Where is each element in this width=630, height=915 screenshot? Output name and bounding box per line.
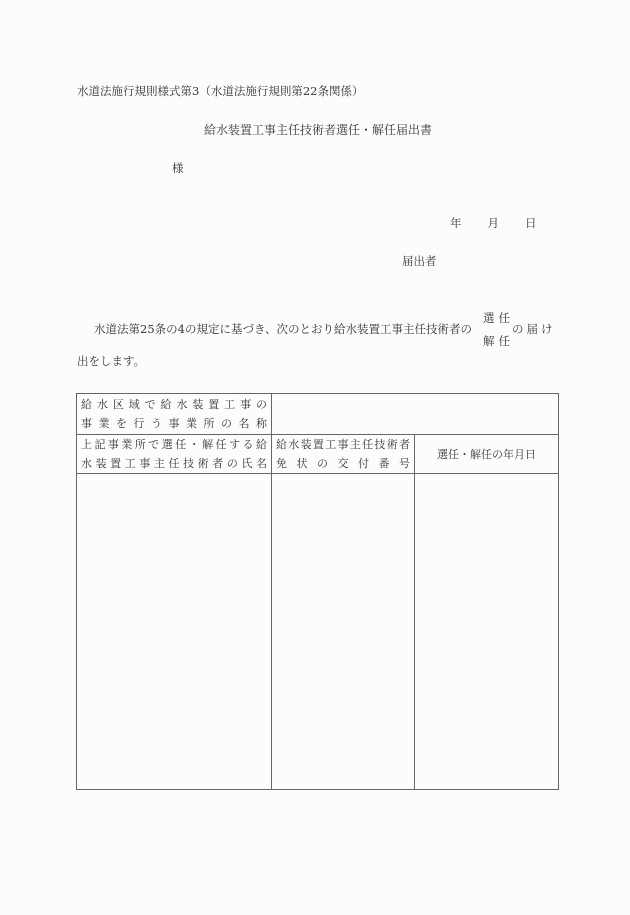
appoint-dismiss-date-header: 選任・解任の年月日: [415, 435, 559, 474]
technician-name-header-line2: 水装置工事主任技術者の氏名: [81, 457, 267, 470]
document-title: 給水装置工事主任技術者選任・解任届出書: [204, 123, 433, 137]
appoint-dismiss-choice: [483, 313, 514, 358]
table-row: [77, 474, 559, 790]
choice-dismiss: 解任: [483, 333, 514, 348]
office-name-label-line1: 給水区域で給水装置工事の: [81, 398, 267, 411]
license-number-header: [272, 435, 415, 474]
header-row: [77, 435, 559, 474]
office-name-label-line2: 事業を行う事業所の名称: [81, 417, 267, 430]
license-number-header-line2: 免状の交付番号: [276, 457, 410, 470]
choice-appoint: 選任: [483, 311, 514, 325]
date-day: 日: [525, 216, 537, 230]
date-year: 年: [450, 216, 462, 230]
technician-name-header-line1: 上記事業所で選任・解任する給: [81, 438, 267, 451]
filer-label: 届出者: [402, 254, 437, 268]
form-reference: 水道法施行規則様式第3（水道法施行規則第22条関係）: [77, 84, 364, 98]
date-cell[interactable]: [415, 474, 559, 790]
office-name-label: [77, 394, 272, 435]
body-paragraph-start: 水道法第25条の4の規定に基づき、次のとおり給水装置工事主任技術者の: [94, 322, 472, 336]
office-name-value[interactable]: [272, 394, 559, 435]
office-name-row: [77, 394, 559, 435]
date-line: [450, 218, 537, 230]
license-number-cell[interactable]: [272, 474, 415, 790]
addressee-suffix: 様: [172, 161, 184, 175]
license-number-header-line1: 給水装置工事主任技術者: [276, 438, 410, 451]
filing-table: [76, 393, 559, 790]
body-paragraph-end: 出をします。: [77, 354, 146, 368]
date-month: 月: [487, 216, 499, 230]
technician-name-cell[interactable]: [77, 474, 272, 790]
body-paragraph-after-choice: の届け: [512, 322, 556, 336]
technician-name-header: [77, 435, 272, 474]
